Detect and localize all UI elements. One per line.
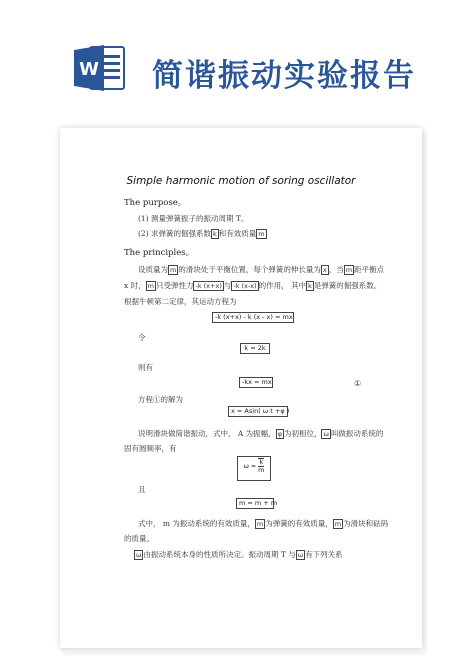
symbol-m: m <box>334 520 342 528</box>
report-header <box>0 0 474 115</box>
and-label: 且 <box>138 485 146 494</box>
equation-motion: -k (x+x) - k (x - x) = mx <box>212 312 294 323</box>
equation-k: k = 2k <box>240 343 270 354</box>
symbol-m: m <box>147 282 154 290</box>
equation-3-number: ① <box>354 379 362 388</box>
force-2: -k (x-x) <box>233 282 257 290</box>
page-title: 简谐振动实验报告 <box>152 58 416 94</box>
then-label: 则有 <box>138 363 153 372</box>
purpose-heading: The purpose。 <box>124 198 187 208</box>
equation-omega: ω = $\frac{k}{m}$ <box>237 456 271 481</box>
explanation-line-4: 的质量。 <box>124 534 154 543</box>
equation-solution: x = Asin( ω t +φ ) <box>228 406 288 417</box>
word-logo-letter: W <box>79 59 99 80</box>
explanation-line-3: 式中， m 为振动系统的有效质量， m 为弹簧的有效质量， m 为滑块和砝码 <box>138 519 389 528</box>
document-page <box>60 128 422 648</box>
purpose-item-2 <box>138 229 267 239</box>
word-icon <box>72 41 126 95</box>
symbol-m: m <box>258 230 265 238</box>
symbol-x: x <box>322 266 327 274</box>
document-title: Simple harmonic motion of soring oscillator <box>126 175 356 187</box>
principles-heading: The principles。 <box>124 248 195 258</box>
let-label: 令 <box>138 333 146 342</box>
symbol-omega: ω <box>136 551 142 559</box>
equation-3: -kx = mx <box>239 377 273 388</box>
symbol-m: m <box>170 266 177 274</box>
solution-intro: 方程①的解为 <box>138 395 183 404</box>
principle-line-3: 根据牛顿第二定律，其运动方程为 <box>124 297 237 306</box>
symbol-omega: ω <box>297 551 304 559</box>
explanation-line-1: 说明滑块做简谐振动，式中， A 为振幅， φ 为初相位， ω 叫做振动系统的 <box>138 429 384 438</box>
symbol-phi: φ <box>277 430 282 438</box>
force-1: -k (x+x) <box>195 282 222 290</box>
symbol-k: k <box>213 230 217 238</box>
symbol-omega: ω <box>323 430 329 438</box>
explanation-line-5: ω 由振动系统本身的性质所决定。振动周期 T 与 ω 有下列关系 <box>136 550 343 559</box>
principle-line-1: 设质量为 m 的滑块处于平衡位置，每个弹簧的伸长量为 x ，当 m 距平衡点 <box>138 265 385 274</box>
equation-mass: m = m + m <box>236 498 274 509</box>
purpose-item-1: (1) 测量弹簧振子的振动周期 T。 <box>138 214 249 223</box>
purpose-item-2-text: (2) 求弹簧的倔强系数 <box>138 229 212 238</box>
principle-line-2: x 时， m 只受弹性力 -k (x+x) 与 -k (x-x) 的作用， 其中 k 是弹簧的倔强系数。 <box>124 281 382 290</box>
symbol-m: m <box>345 266 353 274</box>
purpose-item-2-mid: 和有效质量 <box>218 229 257 238</box>
explanation-line-2: 固有圆频率，有 <box>124 444 177 453</box>
symbol-m: m <box>256 520 264 528</box>
symbol-k: k <box>308 282 312 290</box>
